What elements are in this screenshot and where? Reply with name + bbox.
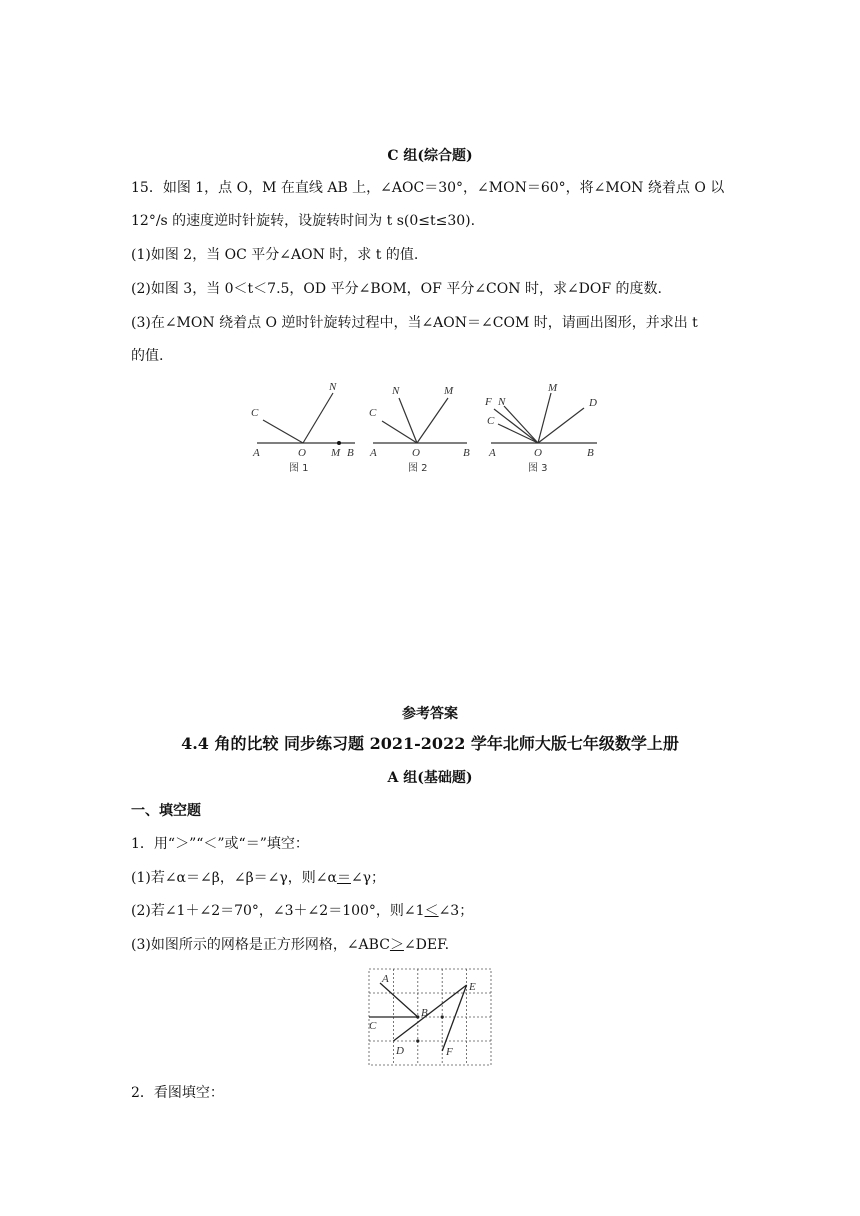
- q15-part1: (1)如图 2，当 OC 平分∠AON 时，求 t 的值.: [131, 247, 419, 263]
- svg-text:N: N: [498, 396, 506, 408]
- svg-text:E: E: [469, 981, 476, 993]
- q15-part3-line2: 的值.: [131, 348, 164, 364]
- svg-text:A: A: [489, 447, 496, 459]
- q1-sub2: (2)若∠1＋∠2＝70°，∠3＋∠2＝100°，则∠1＜∠3；: [131, 903, 474, 919]
- grid-figure: [365, 965, 495, 1069]
- answers-heading: 参考答案: [402, 706, 458, 722]
- q15-line2: 12°/s 的速度逆时针旋转，设旋转时间为 t s(0≤t≤30).: [131, 213, 476, 229]
- section-c-heading: C 组(综合题): [387, 148, 473, 164]
- svg-text:A: A: [370, 447, 377, 459]
- q15-line1: 15．如图 1，点 O，M 在直线 AB 上，∠AOC＝30°，∠MON＝60°，将∠MON 绕着点 O 以: [131, 180, 725, 196]
- svg-text:D: D: [589, 397, 597, 409]
- figure-2: [369, 385, 470, 474]
- group-a-heading: A 组(基础题): [387, 770, 473, 786]
- svg-text:A: A: [382, 973, 389, 985]
- svg-text:N: N: [329, 381, 337, 393]
- q1-sub1-answer: ＝: [336, 870, 351, 886]
- q15-figures: [245, 380, 615, 480]
- svg-text:图 2: 图 2: [408, 463, 428, 474]
- svg-text:C: C: [369, 1020, 377, 1032]
- q15-part3-line1: (3)在∠MON 绕着点 O 逆时针旋转过程中，当∠AON＝∠COM 时，请画出图形，并求出 t: [131, 315, 698, 331]
- svg-text:O: O: [534, 447, 542, 459]
- svg-text:F: F: [446, 1046, 453, 1058]
- part1-heading: 一、填空题: [131, 803, 201, 819]
- svg-text:C: C: [251, 407, 259, 419]
- q15-part2: (2)如图 3，当 0＜t＜7.5，OD 平分∠BOM，OF 平分∠CON 时，求∠DOF 的度数.: [131, 281, 662, 297]
- figure-3: [484, 382, 597, 474]
- svg-text:F: F: [485, 396, 492, 408]
- svg-text:B: B: [587, 447, 594, 459]
- svg-text:B: B: [421, 1007, 428, 1019]
- svg-text:图 3: 图 3: [528, 463, 548, 474]
- q1-sub3-answer: ＞: [389, 937, 404, 953]
- svg-text:M: M: [331, 447, 341, 459]
- q1-sub3: (3)如图所示的网格是正方形网格，∠ABC＞∠DEF.: [131, 937, 450, 953]
- svg-text:B: B: [347, 447, 354, 459]
- q2-text: 2．看图填空：: [131, 1085, 224, 1101]
- q1-sub1: (1)若∠α＝∠β，∠β＝∠γ，则∠α＝∠γ；: [131, 870, 386, 886]
- figure-1: [251, 381, 355, 474]
- svg-text:D: D: [396, 1045, 404, 1057]
- svg-text:B: B: [463, 447, 470, 459]
- svg-text:图 1: 图 1: [289, 463, 309, 474]
- svg-text:N: N: [392, 385, 400, 397]
- svg-text:O: O: [298, 447, 306, 459]
- svg-text:C: C: [487, 415, 495, 427]
- answers-title: 4.4 角的比较 同步练习题 2021-2022 学年北师大版七年级数学上册: [181, 734, 679, 753]
- svg-text:M: M: [548, 382, 558, 394]
- svg-text:C: C: [369, 407, 377, 419]
- q1-text: 1．用“＞”“＜”或“＝”填空：: [131, 836, 309, 852]
- svg-text:M: M: [444, 385, 454, 397]
- svg-text:A: A: [253, 447, 260, 459]
- svg-text:O: O: [412, 447, 420, 459]
- q1-sub2-answer: ＜: [424, 903, 439, 919]
